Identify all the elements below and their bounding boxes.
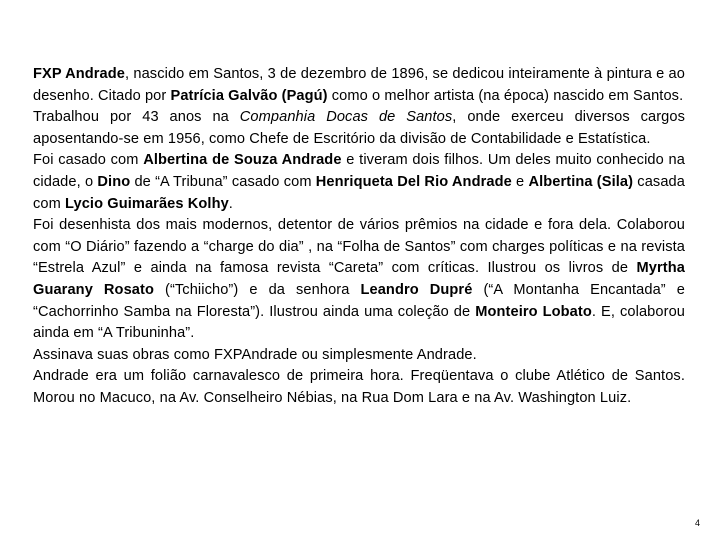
name-lycio-guimaraes-kolhy: Lycio Guimarães Kolhy — [65, 195, 229, 212]
text-span: , nascido em Santos, 3 de dezembro de 1896, se dedicou inteiramente à pintura e ao desenho. Citado por — [33, 66, 685, 104]
biography-text — [33, 64, 685, 410]
name-dino: Dino — [97, 173, 131, 190]
company-name: Companhia Docas de Santos — [239, 109, 453, 126]
page-number: 4 — [694, 518, 700, 528]
text-span: . E, colaborou ainda em “A Tribuninha”. — [33, 303, 685, 342]
name-fxp-andrade: FXP Andrade — [33, 66, 125, 82]
name-myrtha-guarany-rosato: Myrtha Guarany Rosato — [33, 260, 685, 298]
name-monteiro-lobato: Monteiro Lobato — [475, 303, 592, 320]
text-span: casada com — [33, 173, 685, 212]
text-span: de “A Tribuna” casado com — [130, 173, 316, 190]
paragraph-intro — [33, 64, 685, 107]
text-span: . — [228, 195, 233, 212]
text-span: (“Tchiicho”) e da senhora — [153, 281, 361, 298]
text-span: e tiveram dois filhos. Um deles muito conhecido na cidade, o — [33, 152, 685, 190]
text-span: e — [511, 173, 529, 190]
name-leandro-dupre: Leandro Dupré — [360, 281, 473, 298]
name-albertina-sila: Albertina (Sila) — [528, 173, 634, 190]
name-albertina-de-souza-andrade: Albertina de Souza Andrade — [143, 152, 342, 169]
text-span: Foi casado com — [33, 152, 144, 169]
text-span: Andrade era um folião carnavalesco de primeira hora. Freqüentava o clube Atlético de Santos. Morou no Macuco, na Av. Conselheiro Nébias, na Rua Dom Lara e na Av. Washington Luiz. — [33, 368, 685, 406]
paragraph-life — [33, 366, 685, 409]
text-span: Trabalhou por 43 anos na — [33, 109, 240, 126]
text-span: Foi desenhista dos mais modernos, detentor de vários prêmios na cidade e fora dela. Colaborou com “O Diário” fazendo a “charge do dia” , na “Folha de Santos” com charges políticas e na revista “Estrela Azul” e ainda na famosa revista “Careta” com críticas. Ilustrou os livros de — [33, 217, 685, 277]
paragraph-signature — [33, 345, 685, 367]
text-span: (“A Montanha Encantada” e “Cachorrinho Samba na Floresta”). Ilustrou ainda uma coleção de — [33, 281, 685, 320]
name-henriqueta-del-rio-andrade: Henriqueta Del Rio Andrade — [315, 173, 512, 190]
paragraph-family — [33, 150, 685, 215]
name-patricia-galvao: Patrícia Galvão (Pagú) — [170, 87, 328, 104]
paragraph-works — [33, 215, 685, 345]
text-span: Assinava suas obras como FXPAndrade ou simplesmente Andrade. — [33, 346, 477, 363]
text-span: , onde exerceu diversos cargos aposentando-se em 1956, como Chefe de Escritório da divisão de Contabilidade e Estatística. — [33, 109, 685, 147]
text-span: como o melhor artista (na época) nascido em Santos. — [327, 87, 684, 104]
paragraph-career — [33, 107, 685, 150]
